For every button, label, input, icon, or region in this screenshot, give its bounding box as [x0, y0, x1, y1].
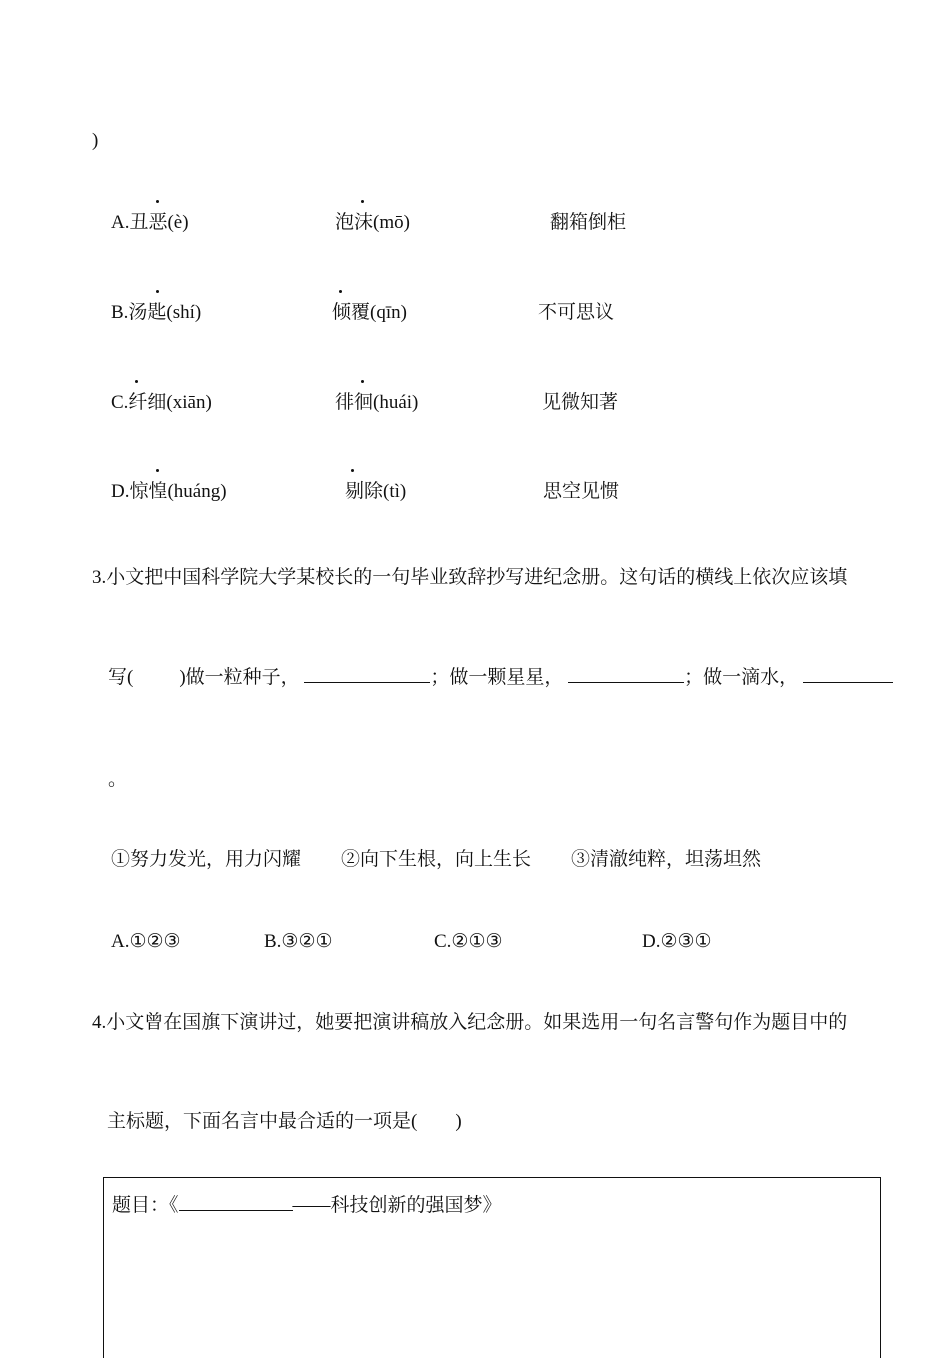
q3-period: 。	[108, 769, 128, 790]
q2-option-d: D.惊惶(huáng)	[111, 481, 227, 502]
q3-choice-a: A.①②③	[111, 931, 181, 952]
emphasis-dot	[361, 380, 364, 383]
q2-option-a-word3: 翻箱倒柜	[550, 212, 627, 233]
q2-option-c-word3: 见微知著	[542, 392, 619, 413]
emphasis-dot	[135, 380, 138, 383]
q3-stem: 3.小文把中国科学院大学某校长的一句毕业致辞抄写进纪念册。这句话的横线上依次应该填	[92, 567, 848, 588]
q3-phrase-2: ②向下生根，向上生长	[341, 849, 532, 870]
q2-option-b-word2: 倾覆(qīn)	[332, 302, 407, 323]
q3-fill-b: )做一粒种子，	[179, 667, 300, 688]
emphasis-dot	[156, 200, 159, 203]
q2-option-a-word2: 泡沫(mō)	[335, 212, 410, 233]
q2-option-c: C.纤细(xiān)	[111, 392, 212, 413]
emphasis-dot	[339, 290, 342, 293]
q3-choice-b: B.③②①	[264, 931, 333, 952]
q4-stem: 4.小文曾在国旗下演讲过，她要把演讲稿放入纪念册。如果选用一句名言警句作为题目中的	[92, 1012, 848, 1033]
speech-title	[112, 1196, 502, 1215]
q2-option-d-word2: 剔除(tì)	[345, 481, 407, 502]
q3-fill-d: ；做一滴水，	[684, 667, 799, 688]
emphasis-dot	[156, 469, 159, 472]
q4-stem-2: 主标题，下面名言中最合适的一项是( )	[107, 1111, 462, 1132]
q3-phrase-1: ①努力发光，用力闪耀	[111, 849, 302, 870]
q2-option-a: A.丑恶(è)	[111, 212, 189, 233]
speech-title-prefix: 题目：《	[112, 1195, 179, 1216]
q2-option-b-word3: 不可思议	[538, 302, 615, 323]
emphasis-dot	[361, 200, 364, 203]
answer-blank	[179, 1209, 293, 1211]
q3-fill-a: 写(	[108, 667, 134, 688]
q2-option-b: B.汤匙(shí)	[111, 302, 202, 323]
q3-fill-c: ；做一颗星星，	[430, 667, 564, 688]
speech-title-suffix: ——科技创新的强国梦》	[292, 1195, 502, 1216]
answer-blank	[803, 681, 893, 683]
answer-blank	[304, 681, 430, 683]
q2-option-d-word3: 思空见惯	[543, 481, 620, 502]
previous-question-paren: )	[92, 130, 99, 151]
answer-blank	[568, 681, 684, 683]
speech-title-box	[103, 1177, 881, 1358]
q3-choice-d: D.②③①	[642, 931, 712, 952]
q3-choice-c: C.②①③	[434, 931, 503, 952]
q3-phrase-3: ③清澈纯粹，坦荡坦然	[571, 849, 762, 870]
emphasis-dot	[351, 469, 354, 472]
emphasis-dot	[156, 290, 159, 293]
q3-fill-line	[108, 668, 893, 687]
q2-option-c-word2: 徘徊(huái)	[335, 392, 419, 413]
